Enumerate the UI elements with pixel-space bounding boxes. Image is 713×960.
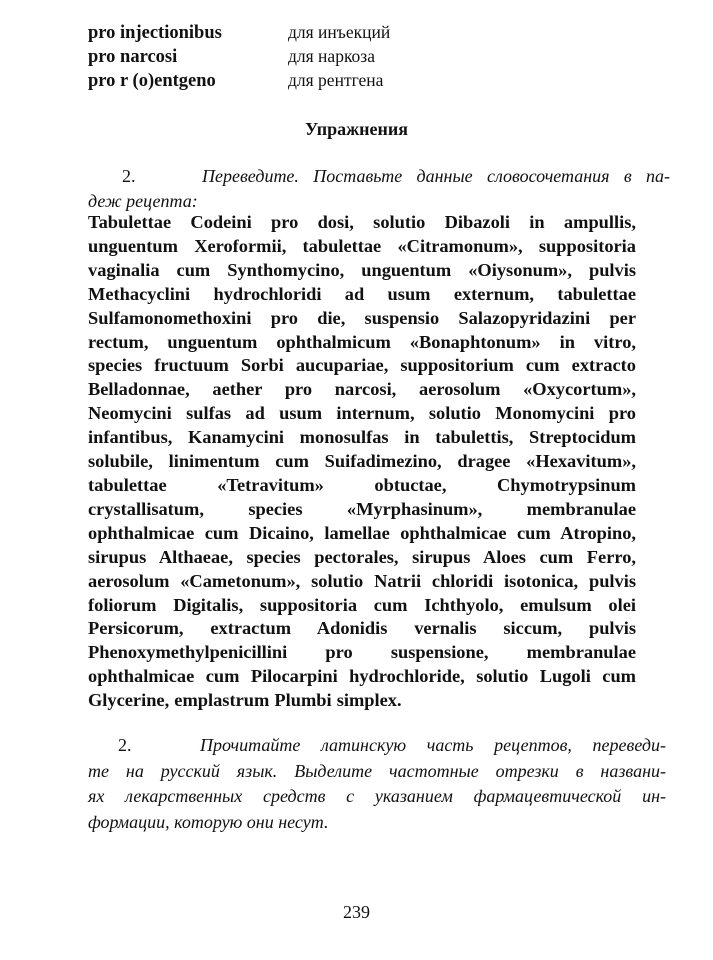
body-line: Tabulettae Codeini pro dosi, solutio Dibazoli in ampullis, [88, 212, 636, 232]
glossary-term: pro r (o)entgeno [88, 71, 216, 91]
instruction-line [88, 733, 666, 759]
instruction-text: Прочитайте латинскую часть рецептов, переведи- [200, 735, 666, 755]
glossary-translation: для наркоза [288, 46, 375, 66]
body-line: Sulfamonomethoxini pro die, suspensio Salazopyridazini per [88, 307, 636, 328]
glossary-row [88, 70, 390, 94]
body-line: infantibus, Kanamycini monosulfas in tabulettis, Streptocidum [88, 427, 636, 448]
glossary-row [88, 46, 390, 70]
glossary-translation: для инъекций [288, 22, 391, 42]
body-line: sirupus Althaeae, species pectorales, sirupus Aloes cum Ferro, [88, 546, 636, 567]
glossary-term: pro injectionibus [88, 23, 222, 43]
body-line: solubile, linimentum cum Suifadimezino, dragee «Hexavitum», [88, 451, 636, 472]
exercise-number: 2. [118, 735, 132, 755]
glossary-row [88, 22, 390, 46]
exercise-3-instruction [88, 733, 666, 835]
body-line: ophthalmicae cum Pilocarpini hydrochloride, solutio Lugoli cum [88, 666, 636, 687]
glossary-table [88, 22, 390, 94]
exercise-2-body [88, 211, 636, 713]
body-line: crystallisatum, species «Myrphasinum», membranulae [88, 498, 636, 519]
body-line: Methacyclini hydrochloridi ad usum externum, tabulettae [88, 283, 636, 304]
instruction-line: те на русский язык. Выделите частотные отрезки в названи- [88, 760, 666, 781]
section-heading: Упражнения [304, 119, 408, 139]
body-line: tabulettae «Tetravitum» obtuctae, Chymotrypsinum [88, 474, 636, 495]
body-line: Persicorum, extractum Adonidis vernalis siccum, pulvis [88, 618, 636, 639]
instruction-line: ях лекарственных средств с указанием фармацевтической ин- [88, 786, 666, 806]
instruction-line: формации, которую они несут. [88, 811, 329, 832]
instruction-text: Переведите. Поставьте данные словосочетания в па- [202, 166, 670, 186]
instruction-line: деж рецепта: [88, 191, 198, 211]
body-line: aerosolum «Cametonum», solutio Natrii chloridi isotonica, pulvis [88, 570, 636, 591]
body-line: unguentum Xeroformii, tabulettae «Citramonum», suppositoria [88, 235, 636, 256]
body-line: species fructuum Sorbi aucupariae, suppositorium cum extracto [88, 355, 636, 376]
exercise-number: 2. [122, 166, 136, 186]
instruction-line [88, 164, 670, 189]
glossary-translation: для рентгена [288, 70, 384, 90]
body-line: rectum, unguentum ophthalmicum «Bonaphtonum» in vitro, [88, 331, 636, 352]
body-line: Neomycini sulfas ad usum internum, solutio Monomycini pro [88, 403, 636, 424]
page-number: 239 [343, 902, 370, 922]
body-line: vaginalia cum Synthomycino, unguentum «Oiysonum», pulvis [88, 259, 636, 280]
body-line: ophthalmicae cum Dicaino, lamellae ophthalmicae cum Atropino, [88, 522, 636, 543]
body-line: foliorum Digitalis, suppositoria cum Ichthyolo, emulsum olei [88, 594, 636, 615]
body-line: Phenoxymethylpenicillini pro suspensione, membranulae [88, 642, 636, 663]
glossary-term: pro narcosi [88, 47, 178, 67]
body-line: Belladonnae, aether pro narcosi, aerosolum «Oxycortum», [88, 379, 636, 400]
body-line: Glycerine, emplastrum Plumbi simplex. [88, 690, 402, 711]
exercise-2-instruction [88, 164, 670, 214]
